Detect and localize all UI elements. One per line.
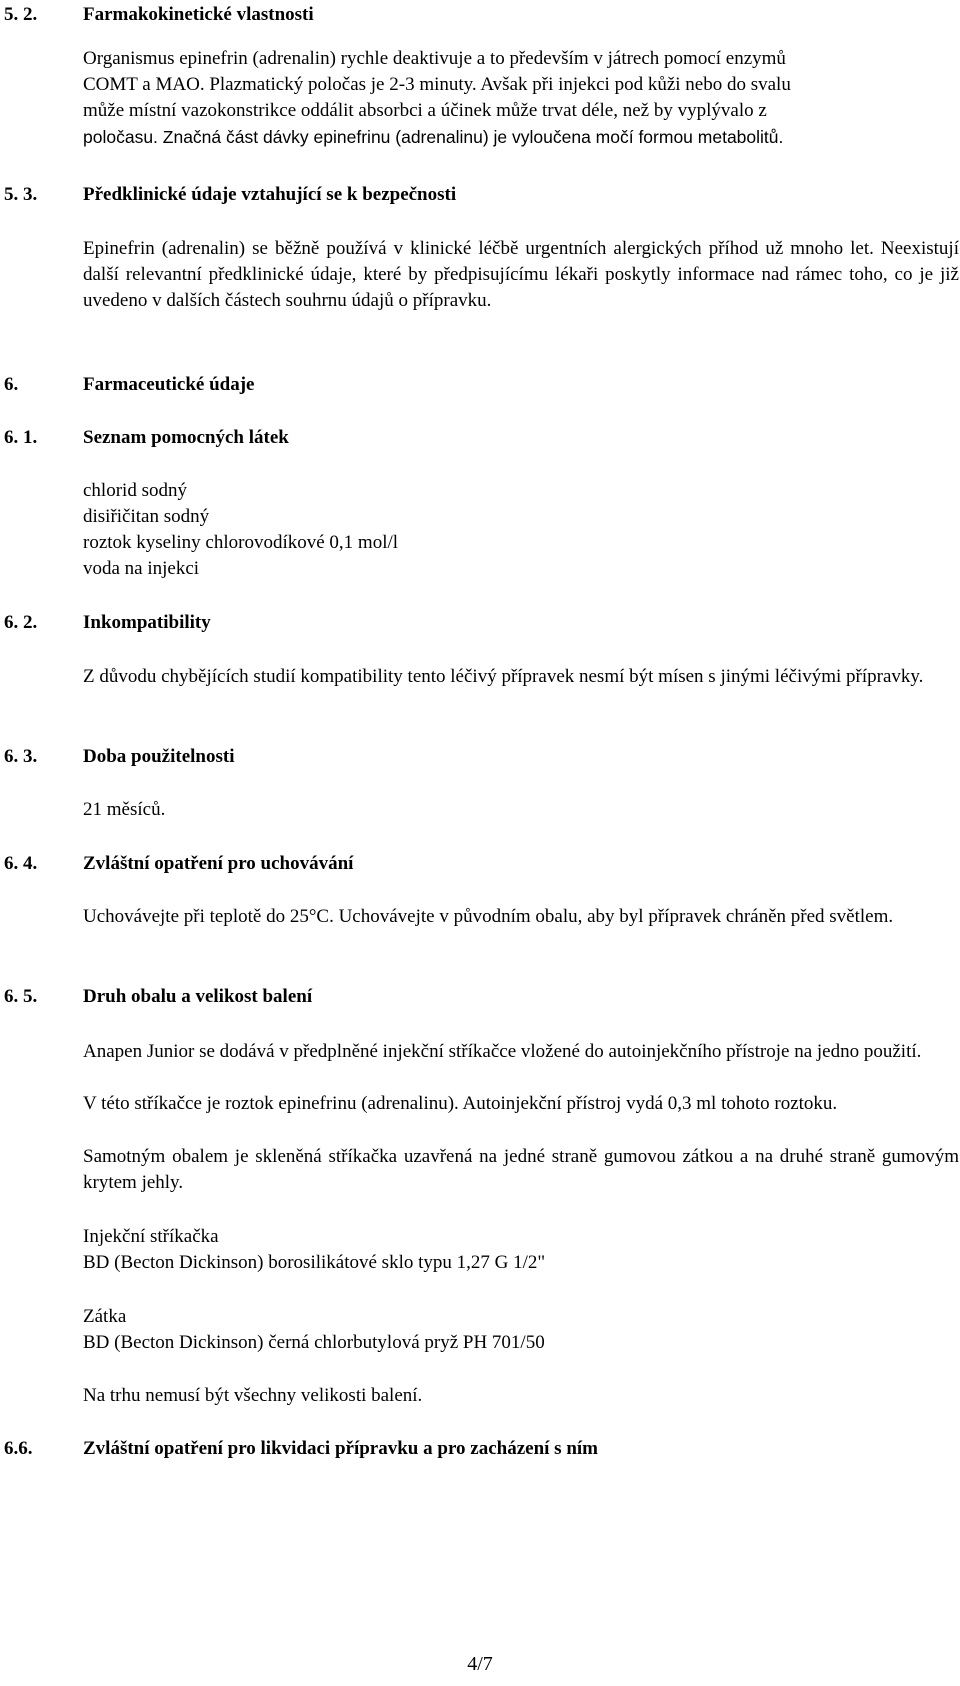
stopper-block	[83, 1304, 960, 1356]
storage-paragraph: Uchovávejte při teplotě do 25°C. Uchovávejte v původním obalu, aby byl přípravek chráněn před světlem.	[83, 906, 894, 927]
stopper-text: BD (Becton Dickinson) černá chlorbutylová pryž PH 701/50	[83, 1332, 545, 1353]
page-number: 4/7	[467, 1653, 493, 1675]
pack-size-note: Na trhu nemusí být všechny velikosti balení.	[83, 1385, 423, 1406]
section-number-6-4: 6. 4.	[4, 853, 38, 874]
section-number-6-5: 6. 5.	[4, 986, 38, 1007]
container-paragraph-1: Anapen Junior se dodává v předplněné injekční stříkačce vložené do autoinjekčního přístroje na jedno použití.	[83, 1041, 922, 1062]
stopper-label: Zátka	[83, 1306, 127, 1327]
section-number-6-6: 6.6.	[4, 1438, 33, 1459]
list-item: roztok kyseliny chlorovodíkové 0,1 mol/l	[83, 532, 399, 553]
section-title-excipients: Seznam pomocných látek	[83, 427, 289, 448]
container-paragraph-3: Samotným obalem je skleněná stříkačka uzavřená na jedné straně gumovou zátkou a na druhé straně gumovým krytem jehly.	[83, 1146, 959, 1193]
shelf-life-text: 21 měsíců.	[83, 799, 166, 820]
section-title-incompatibilities: Inkompatibility	[83, 612, 211, 633]
section-title-pharmacokinetics: Farmakokinetické vlastnosti	[83, 4, 314, 25]
section-number-6-2: 6. 2.	[4, 612, 38, 633]
excipients-list	[83, 478, 960, 582]
section-title-pharmaceutical-particulars: Farmaceutické údaje	[83, 374, 255, 395]
section-title-container: Druh obalu a velikost balení	[83, 986, 313, 1007]
section-number-5-2: 5. 2.	[4, 4, 38, 25]
section-number-5-3: 5. 3.	[4, 184, 38, 205]
list-item: voda na injekci	[83, 558, 200, 579]
section-title-storage: Zvláštní opatření pro uchovávání	[83, 853, 354, 874]
syringe-text: BD (Becton Dickinson) borosilikátové sklo typu 1,27 G 1/2"	[83, 1252, 546, 1273]
list-item: disiřičitan sodný	[83, 506, 210, 527]
text-line: poločasu. Značná část dávky epinefrinu (adrenalinu) je vyloučena močí formou metabolitů.	[83, 127, 784, 147]
section-title-disposal: Zvláštní opatření pro likvidaci přípravku a pro zacházení s ním	[83, 1438, 598, 1459]
text-line: Organismus epinefrin (adrenalin) rychle deaktivuje a to především v játrech pomocí enzymů	[83, 48, 786, 69]
pharmacokinetics-paragraph	[83, 46, 960, 150]
section-number-6-1: 6. 1.	[4, 427, 38, 448]
section-number-6: 6.	[4, 374, 19, 395]
section-number-6-3: 6. 3.	[4, 746, 38, 767]
section-title-preclinical-safety: Předklinické údaje vztahující se k bezpečnosti	[83, 184, 457, 205]
section-title-shelf-life: Doba použitelnosti	[83, 746, 235, 767]
text-line: může místní vazokonstrikce oddálit absorbci a účinek může trvat déle, než by vyplývalo z	[83, 100, 767, 121]
list-item: chlorid sodný	[83, 480, 187, 501]
preclinical-paragraph: Epinefrin (adrenalin) se běžně používá v klinické léčbě urgentních alergických příhod už mnoho let. Neexistují další relevantní předklinické údaje, které by předpisujícímu lékaři poskytly informace nad rámec toho, co je již uvedeno v dalších částech souhrnu údajů o přípravku.	[83, 238, 959, 311]
container-paragraph-2: V této stříkačce je roztok epinefrinu (adrenalinu). Autoinjekční přístroj vydá 0,3 ml tohoto roztoku.	[83, 1093, 838, 1114]
incompatibilities-paragraph: Z důvodu chybějících studií kompatibility tento léčivý přípravek nesmí být mísen s jinými léčivými přípravky.	[83, 666, 924, 687]
text-line: COMT a MAO. Plazmatický poločas je 2-3 minuty. Avšak při injekci pod kůži nebo do svalu	[83, 74, 791, 95]
syringe-block	[83, 1224, 960, 1276]
syringe-label: Injekční stříkačka	[83, 1226, 219, 1247]
